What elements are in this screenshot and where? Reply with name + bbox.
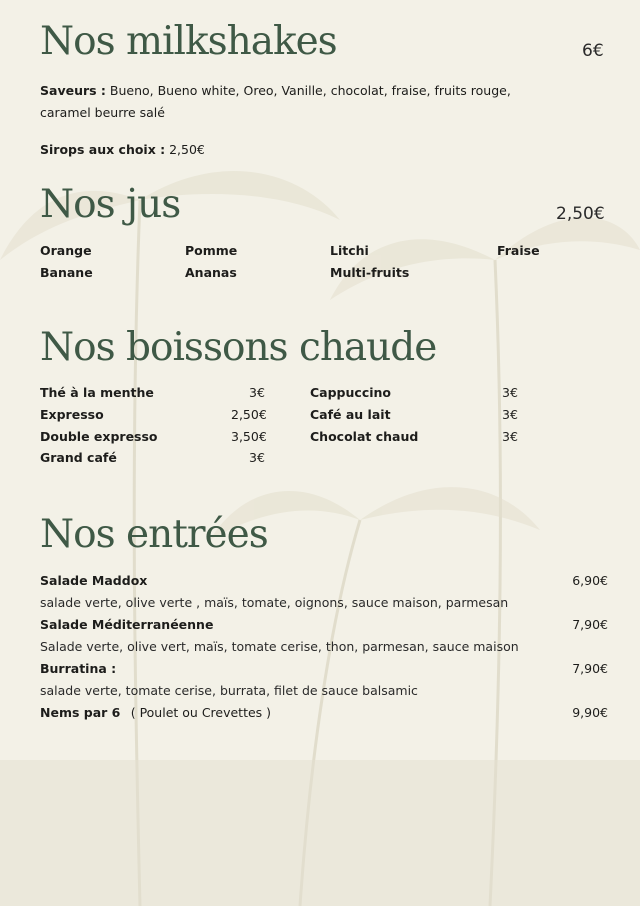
hot-drink-name: Grand café xyxy=(40,450,117,465)
starter-name: Burratina : xyxy=(40,661,117,676)
starter-name: Nems par 6 xyxy=(40,705,121,720)
hot-drink-price: 3€ xyxy=(502,429,518,444)
juices-title: Nos jus xyxy=(40,182,181,227)
juices-price: 2,50€ xyxy=(556,204,605,224)
hot-drink-price: 3€ xyxy=(502,407,518,422)
syrups-label: Sirops aux choix : xyxy=(40,142,166,157)
hot-drink-price: 3€ xyxy=(502,385,518,400)
juice-item: Banane xyxy=(40,265,93,280)
syrups-price: 2,50€ xyxy=(165,142,205,157)
starter-price: 9,90€ xyxy=(572,705,608,720)
starter-name: Salade Méditerranéenne xyxy=(40,617,214,632)
juice-item: Fraise xyxy=(497,243,540,258)
hot-drink-price: 3,50€ xyxy=(231,429,267,444)
hot-drink-name: Chocolat chaud xyxy=(310,429,419,444)
flavors-list: Bueno, Bueno white, Oreo, Vanille, chocolat, fraise, fruits rouge, xyxy=(105,83,511,98)
juice-item: Multi-fruits xyxy=(330,265,410,280)
hot-drinks-title: Nos boissons chaude xyxy=(40,325,437,370)
starter-description: salade verte, olive verte , maïs, tomate, oignons, sauce maison, parmesan xyxy=(40,595,509,610)
milkshakes-price: 6€ xyxy=(582,41,604,61)
starter-price: 7,90€ xyxy=(572,661,608,676)
hot-drink-price: 2,50€ xyxy=(231,407,267,422)
hot-drink-name: Cappuccino xyxy=(310,385,391,400)
starter-price: 7,90€ xyxy=(572,617,608,632)
starter-name-line xyxy=(40,705,271,720)
milkshakes-title: Nos milkshakes xyxy=(40,19,337,64)
hot-drink-price: 3€ xyxy=(249,385,265,400)
syrups-line xyxy=(40,142,205,158)
milkshakes-flavors-line-2: caramel beurre salé xyxy=(40,105,165,120)
juice-item: Litchi xyxy=(330,243,369,258)
hot-drink-price: 3€ xyxy=(249,450,265,465)
starter-price: 6,90€ xyxy=(572,573,608,588)
flavors-label: Saveurs : xyxy=(40,83,106,98)
hot-drink-name: Double expresso xyxy=(40,429,158,444)
juice-item: Orange xyxy=(40,243,92,258)
hot-drink-name: Thé à la menthe xyxy=(40,385,154,400)
hot-drink-name: Café au lait xyxy=(310,407,391,422)
starter-name: Salade Maddox xyxy=(40,573,148,588)
starter-note: ( Poulet ou Crevettes ) xyxy=(130,705,272,720)
starter-description: Salade verte, olive vert, maïs, tomate cerise, thon, parmesan, sauce maison xyxy=(40,639,519,654)
starters-title: Nos entrées xyxy=(40,512,268,557)
starter-description: salade verte, tomate cerise, burrata, filet de sauce balsamic xyxy=(40,683,418,698)
hot-drink-name: Expresso xyxy=(40,407,104,422)
juice-item: Ananas xyxy=(185,265,237,280)
milkshakes-flavors-line xyxy=(40,83,511,99)
juice-item: Pomme xyxy=(185,243,238,258)
